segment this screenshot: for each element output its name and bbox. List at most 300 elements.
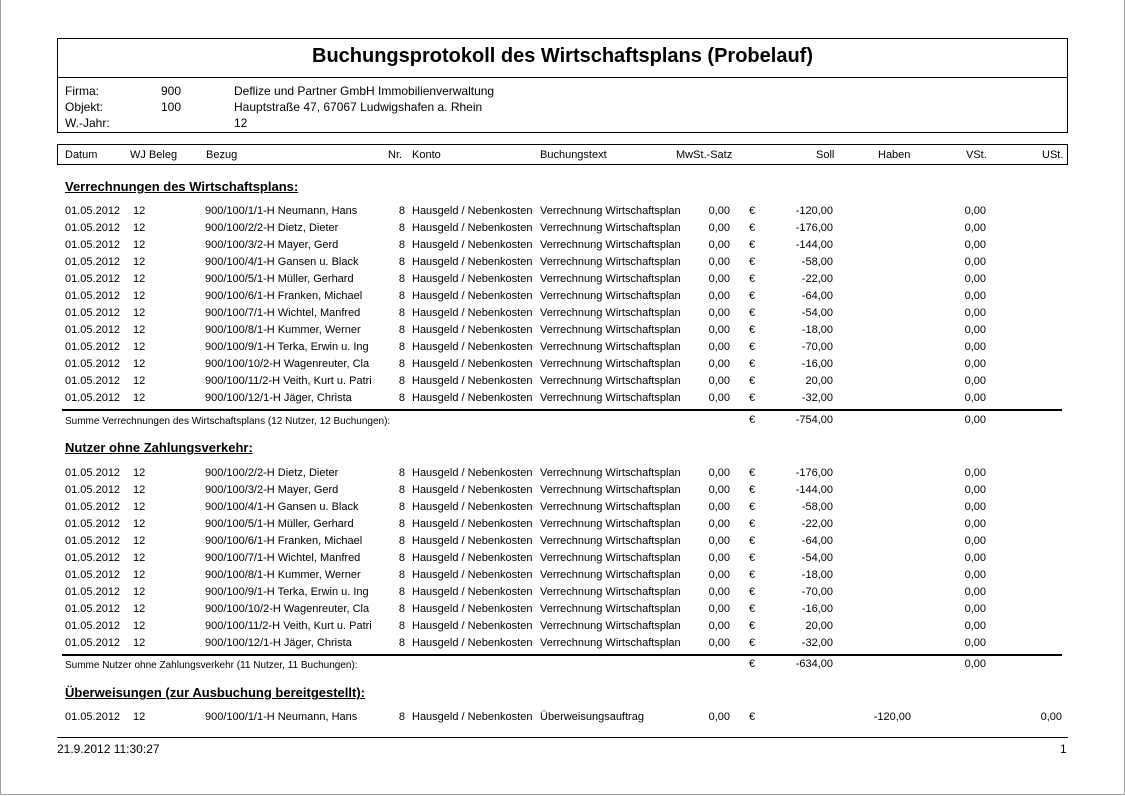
cell-soll: -32,00 [801,637,833,649]
cell-mwst: 0,00 [708,239,730,251]
cell-nr: 8 [398,484,405,496]
cell-vst: 0,00 [964,603,986,615]
cell-wj: 12 [133,620,146,632]
cell-konto: Hausgeld / Nebenkosten [412,620,533,632]
cell-vst: 0,00 [964,392,986,404]
table-row [0,273,1125,290]
cell-bezug: 900/100/11/2-H Veith, Kurt u. Patri [205,375,372,387]
cell-vst: 0,00 [964,358,986,370]
cell-konto: Hausgeld / Nebenkosten [412,205,533,217]
cell-konto: Hausgeld / Nebenkosten [412,222,533,234]
table-row [0,307,1125,324]
cell-datum: 01.05.2012 [65,324,121,336]
cell-bezug: 900/100/3/2-H Mayer, Gerd [205,239,339,251]
cell-bezug: 900/100/10/2-H Wagenreuter, Cla [205,358,370,370]
cell-datum: 01.05.2012 [65,222,121,234]
cell-mwst: 0,00 [708,620,730,632]
table-row [0,239,1125,256]
cell-wj: 12 [133,239,146,251]
cell-mwst: 0,00 [708,324,730,336]
table-row [0,603,1125,620]
cell-konto: Hausgeld / Nebenkosten [412,341,533,353]
cell-vst: 0,00 [964,586,986,598]
cell-wj: 12 [133,569,146,581]
cell-cur: € [749,375,756,387]
cell-nr: 8 [398,711,405,723]
cell-wj: 12 [133,467,146,479]
cell-vst: 0,00 [964,552,986,564]
summary-soll: -754,00 [795,414,833,426]
col-ust: USt. [1042,149,1064,161]
col-nr: Nr. [388,149,403,161]
cell-cur: € [749,620,756,632]
cell-text: Verrechnung Wirtschaftsplan [540,467,681,479]
cell-datum: 01.05.2012 [65,239,121,251]
cell-datum: 01.05.2012 [65,518,121,530]
cell-konto: Hausgeld / Nebenkosten [412,535,533,547]
cell-vst: 0,00 [964,518,986,530]
cell-wj: 12 [133,711,146,723]
cell-wj: 12 [133,375,146,387]
cell-cur: € [749,586,756,598]
cell-cur: € [749,484,756,496]
cell-bezug: 900/100/12/1-H Jäger, Christa [205,392,352,404]
cell-wj: 12 [133,535,146,547]
col-datum: Datum [65,149,98,161]
cell-soll: -64,00 [801,290,833,302]
cell-soll: -58,00 [801,501,833,513]
cell-nr: 8 [398,518,405,530]
cell-soll: 20,00 [805,620,833,632]
table-row [0,586,1125,603]
cell-text: Verrechnung Wirtschaftsplan [540,222,681,234]
cell-cur: € [749,256,756,268]
cell-konto: Hausgeld / Nebenkosten [412,290,533,302]
cell-soll: -176,00 [795,467,833,479]
cell-soll: -18,00 [801,324,833,336]
cell-cur: € [749,569,756,581]
cell-cur: € [749,222,756,234]
cell-text: Verrechnung Wirtschaftsplan [540,518,681,530]
col-konto: Konto [412,149,441,161]
cell-konto: Hausgeld / Nebenkosten [412,569,533,581]
cell-wj: 12 [133,484,146,496]
cell-nr: 8 [398,375,405,387]
cell-bezug: 900/100/5/1-H Müller, Gerhard [205,273,354,285]
cell-datum: 01.05.2012 [65,501,121,513]
cell-mwst: 0,00 [708,290,730,302]
cell-mwst: 0,00 [708,358,730,370]
cell-konto: Hausgeld / Nebenkosten [412,358,533,370]
cell-soll: -22,00 [801,518,833,530]
objekt-nr: 100 [161,100,182,114]
cell-nr: 8 [398,273,405,285]
cell-datum: 01.05.2012 [65,205,121,217]
cell-wj: 12 [133,637,146,649]
cell-soll: -176,00 [795,222,833,234]
cell-datum: 01.05.2012 [65,620,121,632]
cell-text: Verrechnung Wirtschaftsplan [540,307,681,319]
cell-ust: 0,00 [1040,711,1062,723]
cell-datum: 01.05.2012 [65,358,121,370]
cell-vst: 0,00 [964,535,986,547]
footer-divider [57,737,1068,738]
cell-wj: 12 [133,256,146,268]
cell-mwst: 0,00 [708,569,730,581]
cell-text: Verrechnung Wirtschaftsplan [540,501,681,513]
cell-vst: 0,00 [964,256,986,268]
cell-nr: 8 [398,307,405,319]
cell-nr: 8 [398,467,405,479]
cell-wj: 12 [133,603,146,615]
footer-page-number: 1 [1060,742,1067,756]
col-haben: Haben [878,149,911,161]
summary-cur: € [749,658,756,670]
cell-bezug: 900/100/10/2-H Wagenreuter, Cla [205,603,370,615]
cell-datum: 01.05.2012 [65,569,121,581]
cell-text: Verrechnung Wirtschaftsplan [540,569,681,581]
cell-soll: -144,00 [795,239,833,251]
table-row [0,341,1125,358]
cell-wj: 12 [133,341,146,353]
cell-text: Verrechnung Wirtschaftsplan [540,358,681,370]
table-row [0,535,1125,552]
cell-wj: 12 [133,358,146,370]
cell-bezug: 900/100/6/1-H Franken, Michael [205,290,363,302]
cell-mwst: 0,00 [708,256,730,268]
cell-nr: 8 [398,569,405,581]
cell-vst: 0,00 [964,239,986,251]
cell-bezug: 900/100/6/1-H Franken, Michael [205,535,363,547]
cell-nr: 8 [398,535,405,547]
cell-mwst: 0,00 [708,375,730,387]
cell-wj: 12 [133,222,146,234]
cell-soll: -54,00 [801,552,833,564]
cell-text: Verrechnung Wirtschaftsplan [540,484,681,496]
cell-cur: € [749,711,756,723]
cell-cur: € [749,552,756,564]
table-row [0,324,1125,341]
table-row [0,484,1125,501]
cell-text: Verrechnung Wirtschaftsplan [540,603,681,615]
summary-row [0,658,1125,675]
cell-datum: 01.05.2012 [65,484,121,496]
cell-vst: 0,00 [964,307,986,319]
table-row [0,552,1125,569]
cell-konto: Hausgeld / Nebenkosten [412,552,533,564]
cell-vst: 0,00 [964,375,986,387]
cell-text: Verrechnung Wirtschaftsplan [540,586,681,598]
cell-wj: 12 [133,290,146,302]
table-row [0,620,1125,637]
cell-nr: 8 [398,586,405,598]
cell-mwst: 0,00 [708,603,730,615]
cell-mwst: 0,00 [708,205,730,217]
cell-text: Verrechnung Wirtschaftsplan [540,239,681,251]
cell-konto: Hausgeld / Nebenkosten [412,637,533,649]
cell-mwst: 0,00 [708,222,730,234]
col-soll: Soll [816,149,835,161]
cell-mwst: 0,00 [708,501,730,513]
cell-text: Verrechnung Wirtschaftsplan [540,637,681,649]
cell-text: Verrechnung Wirtschaftsplan [540,392,681,404]
cell-datum: 01.05.2012 [65,290,121,302]
cell-nr: 8 [398,552,405,564]
cell-datum: 01.05.2012 [65,637,121,649]
cell-text: Verrechnung Wirtschaftsplan [540,535,681,547]
cell-cur: € [749,535,756,547]
cell-nr: 8 [398,341,405,353]
cell-bezug: 900/100/12/1-H Jäger, Christa [205,637,352,649]
cell-mwst: 0,00 [708,552,730,564]
cell-bezug: 900/100/1/1-H Neumann, Hans [205,711,358,723]
summary-vst: 0,00 [964,414,986,426]
cell-bezug: 900/100/4/1-H Gansen u. Black [205,501,359,513]
table-row [0,569,1125,586]
cell-konto: Hausgeld / Nebenkosten [412,307,533,319]
summary-divider [62,654,1062,656]
cell-wj: 12 [133,552,146,564]
cell-soll: -58,00 [801,256,833,268]
summary-label: Summe Verrechnungen des Wirtschaftsplans (12 Nutzer, 12 Buchungen): [65,416,391,427]
cell-mwst: 0,00 [708,637,730,649]
cell-konto: Hausgeld / Nebenkosten [412,518,533,530]
cell-nr: 8 [398,501,405,513]
cell-nr: 8 [398,392,405,404]
cell-cur: € [749,290,756,302]
cell-bezug: 900/100/3/2-H Mayer, Gerd [205,484,339,496]
cell-mwst: 0,00 [708,392,730,404]
section-title: Nutzer ohne Zahlungsverkehr: [65,440,253,455]
cell-datum: 01.05.2012 [65,375,121,387]
firma-name: Deflize und Partner GmbH Immobilienverwaltung [234,84,495,98]
header-box [57,38,1068,133]
cell-datum: 01.05.2012 [65,586,121,598]
table-row [0,467,1125,484]
cell-soll: -16,00 [801,603,833,615]
cell-nr: 8 [398,256,405,268]
cell-text: Verrechnung Wirtschaftsplan [540,290,681,302]
cell-mwst: 0,00 [708,341,730,353]
table-row [0,375,1125,392]
table-row [0,290,1125,307]
cell-datum: 01.05.2012 [65,552,121,564]
cell-text: Verrechnung Wirtschaftsplan [540,552,681,564]
col-wj-beleg: WJ Beleg [130,149,178,161]
table-row [0,205,1125,222]
cell-bezug: 900/100/9/1-H Terka, Erwin u. Ing [205,586,369,598]
summary-cur: € [749,414,756,426]
cell-cur: € [749,501,756,513]
cell-cur: € [749,358,756,370]
table-row [0,711,1125,728]
cell-haben: -120,00 [873,711,911,723]
cell-soll: -16,00 [801,358,833,370]
cell-vst: 0,00 [964,569,986,581]
footer-date: 21.9.2012 11:30:27 [57,742,160,756]
cell-wj: 12 [133,392,146,404]
cell-datum: 01.05.2012 [65,256,121,268]
cell-text: Verrechnung Wirtschaftsplan [540,324,681,336]
cell-konto: Hausgeld / Nebenkosten [412,375,533,387]
cell-datum: 01.05.2012 [65,307,121,319]
cell-konto: Hausgeld / Nebenkosten [412,603,533,615]
cell-bezug: 900/100/8/1-H Kummer, Werner [205,324,361,336]
cell-cur: € [749,603,756,615]
cell-cur: € [749,518,756,530]
cell-bezug: 900/100/2/2-H Dietz, Dieter [205,467,339,479]
cell-soll: -22,00 [801,273,833,285]
cell-soll: -70,00 [801,586,833,598]
cell-datum: 01.05.2012 [65,603,121,615]
cell-konto: Hausgeld / Nebenkosten [412,501,533,513]
cell-text: Überweisungsauftrag [540,711,644,723]
cell-soll: -18,00 [801,569,833,581]
cell-vst: 0,00 [964,341,986,353]
cell-bezug: 900/100/7/1-H Wichtel, Manfred [205,307,361,319]
header-divider [58,77,1067,78]
cell-vst: 0,00 [964,324,986,336]
cell-vst: 0,00 [964,222,986,234]
cell-nr: 8 [398,324,405,336]
cell-cur: € [749,324,756,336]
cell-konto: Hausgeld / Nebenkosten [412,392,533,404]
cell-text: Verrechnung Wirtschaftsplan [540,620,681,632]
cell-cur: € [749,467,756,479]
cell-datum: 01.05.2012 [65,467,121,479]
summary-vst: 0,00 [964,658,986,670]
col-vst: VSt. [966,149,987,161]
cell-datum: 01.05.2012 [65,535,121,547]
cell-nr: 8 [398,603,405,615]
cell-wj: 12 [133,205,146,217]
cell-konto: Hausgeld / Nebenkosten [412,256,533,268]
cell-soll: -70,00 [801,341,833,353]
cell-datum: 01.05.2012 [65,341,121,353]
col-buchungstext: Buchungstext [540,149,607,161]
cell-mwst: 0,00 [708,711,730,723]
page-title: Buchungsprotokoll des Wirtschaftsplans (Probelauf) [312,45,813,67]
wjahr-value: 12 [234,116,248,130]
cell-mwst: 0,00 [708,518,730,530]
cell-soll: -144,00 [795,484,833,496]
cell-bezug: 900/100/1/1-H Neumann, Hans [205,205,358,217]
cell-text: Verrechnung Wirtschaftsplan [540,256,681,268]
cell-mwst: 0,00 [708,307,730,319]
cell-datum: 01.05.2012 [65,273,121,285]
cell-text: Verrechnung Wirtschaftsplan [540,341,681,353]
cell-konto: Hausgeld / Nebenkosten [412,484,533,496]
table-row [0,501,1125,518]
cell-soll: 20,00 [805,375,833,387]
cell-konto: Hausgeld / Nebenkosten [412,239,533,251]
col-mwst: MwSt.-Satz [676,149,733,161]
cell-nr: 8 [398,222,405,234]
summary-row [0,414,1125,431]
table-row [0,392,1125,409]
cell-cur: € [749,239,756,251]
cell-konto: Hausgeld / Nebenkosten [412,711,533,723]
cell-cur: € [749,273,756,285]
cell-bezug: 900/100/2/2-H Dietz, Dieter [205,222,339,234]
cell-konto: Hausgeld / Nebenkosten [412,324,533,336]
cell-bezug: 900/100/9/1-H Terka, Erwin u. Ing [205,341,369,353]
cell-nr: 8 [398,620,405,632]
cell-text: Verrechnung Wirtschaftsplan [540,205,681,217]
cell-mwst: 0,00 [708,273,730,285]
cell-bezug: 900/100/11/2-H Veith, Kurt u. Patri [205,620,372,632]
cell-wj: 12 [133,518,146,530]
cell-vst: 0,00 [964,273,986,285]
cell-nr: 8 [398,358,405,370]
wjahr-label: W.-Jahr: [65,116,110,130]
cell-text: Verrechnung Wirtschaftsplan [540,375,681,387]
cell-vst: 0,00 [964,290,986,302]
cell-cur: € [749,637,756,649]
cell-bezug: 900/100/8/1-H Kummer, Werner [205,569,361,581]
cell-wj: 12 [133,586,146,598]
cell-bezug: 900/100/7/1-H Wichtel, Manfred [205,552,361,564]
table-row [0,358,1125,375]
section-title: Überweisungen (zur Ausbuchung bereitgestellt): [65,685,365,700]
cell-wj: 12 [133,307,146,319]
cell-cur: € [749,341,756,353]
firma-label: Firma: [65,84,99,98]
cell-vst: 0,00 [964,637,986,649]
cell-konto: Hausgeld / Nebenkosten [412,467,533,479]
cell-soll: -54,00 [801,307,833,319]
cell-cur: € [749,205,756,217]
col-bezug: Bezug [206,149,238,161]
cell-wj: 12 [133,324,146,336]
objekt-address: Hauptstraße 47, 67067 Ludwigshafen a. Rhein [234,100,483,114]
cell-nr: 8 [398,637,405,649]
table-row [0,256,1125,273]
column-header-bar [57,144,1068,165]
summary-divider [62,409,1062,411]
cell-cur: € [749,307,756,319]
cell-nr: 8 [398,205,405,217]
cell-vst: 0,00 [964,467,986,479]
objekt-label: Objekt: [65,100,104,114]
table-row [0,518,1125,535]
cell-soll: -32,00 [801,392,833,404]
cell-mwst: 0,00 [708,467,730,479]
cell-bezug: 900/100/4/1-H Gansen u. Black [205,256,359,268]
cell-soll: -120,00 [795,205,833,217]
summary-soll: -634,00 [795,658,833,670]
cell-mwst: 0,00 [708,586,730,598]
cell-soll: -64,00 [801,535,833,547]
cell-nr: 8 [398,239,405,251]
cell-wj: 12 [133,273,146,285]
cell-mwst: 0,00 [708,484,730,496]
cell-konto: Hausgeld / Nebenkosten [412,273,533,285]
cell-vst: 0,00 [964,205,986,217]
cell-cur: € [749,392,756,404]
firma-nr: 900 [161,84,182,98]
table-row [0,637,1125,654]
summary-label: Summe Nutzer ohne Zahlungsverkehr (11 Nutzer, 11 Buchungen): [65,660,358,671]
table-row [0,222,1125,239]
cell-text: Verrechnung Wirtschaftsplan [540,273,681,285]
cell-vst: 0,00 [964,620,986,632]
cell-konto: Hausgeld / Nebenkosten [412,586,533,598]
cell-datum: 01.05.2012 [65,711,121,723]
cell-vst: 0,00 [964,484,986,496]
cell-wj: 12 [133,501,146,513]
cell-bezug: 900/100/5/1-H Müller, Gerhard [205,518,354,530]
